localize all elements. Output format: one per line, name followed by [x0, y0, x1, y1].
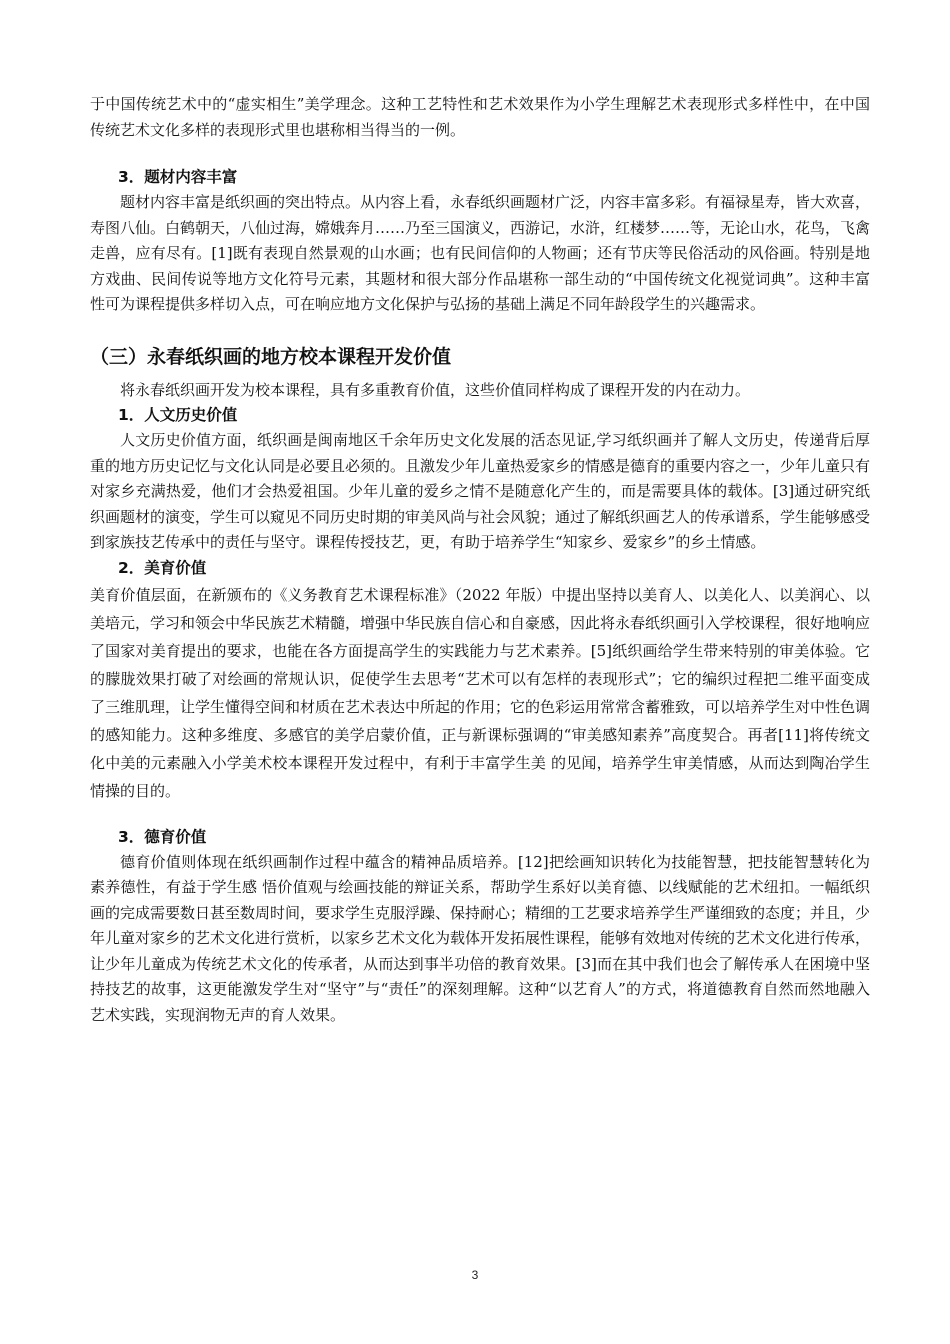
- heading-aesthetic-value: 2．美育价值: [118, 558, 207, 577]
- paragraph-humanities-value: 人文历史价值方面，纸织画是闽南地区千余年历史文化发展的活态见证,学习纸织画并了解人文历史，传递背后厚重的地方历史记忆与文化认同是必要且必须的。且激发少年儿童热爱家乡的情感是德育的重要内容之一，少年儿童只有对家乡充满热爱，他们才会热爱祖国。少年儿童的爱乡之情不是随意化产生的，而是需要具体的载体。[3]通过研究纸织画题材的演变，学生可以窥见不同历史时期的审美风尚与社会风貌；通过了解纸织画艺人的传承谱系，学生能够感受到家族技艺传承中的责任与坚守。课程传授技艺，更，有助于培养学生“知家乡、爱家乡”的乡土情感。: [90, 431, 871, 551]
- document-page: [90, 92, 870, 1028]
- paragraph-theme-content: 题材内容丰富是纸织画的突出特点。从内容上看，永春纸织画题材广泛，内容丰富多彩。有福禄星寿，皆大欢喜，寿图八仙。白鹤朝天，八仙过海，嫦娥奔月……乃至三国演义，西游记，水浒，红楼梦……等，无论山水，花鸟，飞禽走兽，应有尽有。[1]既有表现自然景观的山水画；也有民间信仰的人物画；还有节庆等民俗活动的风俗画。特别是地方戏曲、民间传说等地方文化符号元素，其题材和很大部分作品堪称一部生动的“中国传统文化视觉词典”。这种丰富性可为课程提供多样切入点，可在响应地方文化保护与弘扬的基础上满足不同年龄段学生的兴趣需求。: [90, 193, 871, 313]
- heading-moral-value: 3．德育价值: [118, 827, 207, 846]
- heading-humanities-value: 1．人文历史价值: [118, 406, 238, 424]
- heading-course-value: （三）永春纸织画的地方校本课程开发价值: [90, 345, 452, 368]
- paragraph-course-value-intro: 将永春纸织画开发为校本课程，具有多重教育价值，这些价值同样构成了课程开发的内在动力。: [120, 380, 751, 399]
- paragraph-aesthetic-value: 美育价值层面，在新颁布的《义务教育艺术课程标准》（2022 年版）中提出坚持以美育人、以美化人、以美润心、以美培元，学习和领会中华民族艺术精髓，增强中华民族自信心和自豪感，因此将永春纸织画引入学校课程，很好地响应了国家对美育提出的要求，也能在各方面提高学生的实践能力与艺术素养。[5]纸织画给学生带来特别的审美体验。它的朦胧效果打破了对绘画的常规认识，促使学生去思考“艺术可以有怎样的表现形式”；它的编织过程把二维平面变成了三维肌理，让学生懂得空间和材质在艺术表达中所起的作用；它的色彩运用常常含蓄雅致，可以培养学生对中性色调的感知能力。这种多维度、多感官的美学启蒙价值，正与新课标强调的“审美感知素养”高度契合。再者[11]将传统文化中美的元素融入小学美术校本课程开发过程中，有利于丰富学生美 的见闻，培养学生审美情感，从而达到陶冶学生情操的目的。: [90, 585, 871, 800]
- page-number: 3: [471, 1268, 479, 1282]
- paragraph-moral-value: 德育价值则体现在纸织画制作过程中蕴含的精神品质培养。[12]把绘画知识转化为技能智慧，把技能智慧转化为素养德性，有益于学生感 悟价值观与绘画技能的辩证关系，帮助学生系好以美育德、以线赋能的艺术纽扣。一幅纸织画的完成需要数日甚至数周时间，要求学生克服浮躁、保持耐心；精细的工艺要求培养学生严谨细致的态度；并且，少年儿童对家乡的艺术文化进行赏析，以家乡艺术文化为载体开发拓展性课程，能够有效地对传统的艺术文化进行传承，让少年儿童成为传统艺术文化的传承者，从而达到事半功倍的教育效果。[3]而在其中我们也会了解传承人在困境中坚持技艺的故事，这更能激发学生对“坚守”与“责任”的深刻理解。这种“以艺育人”的方式，将道德教育自然而然地融入艺术实践，实现润物无声的育人效果。: [90, 852, 871, 1024]
- intro-paragraph: 于中国传统艺术中的“虚实相生”美学理念。这种工艺特性和艺术效果作为小学生理解艺术表现形式多样性中，在中国传统艺术文化多样的表现形式里也堪称相当得当的一例。: [90, 95, 870, 139]
- heading-theme-content: 3．题材内容丰富: [118, 168, 238, 186]
